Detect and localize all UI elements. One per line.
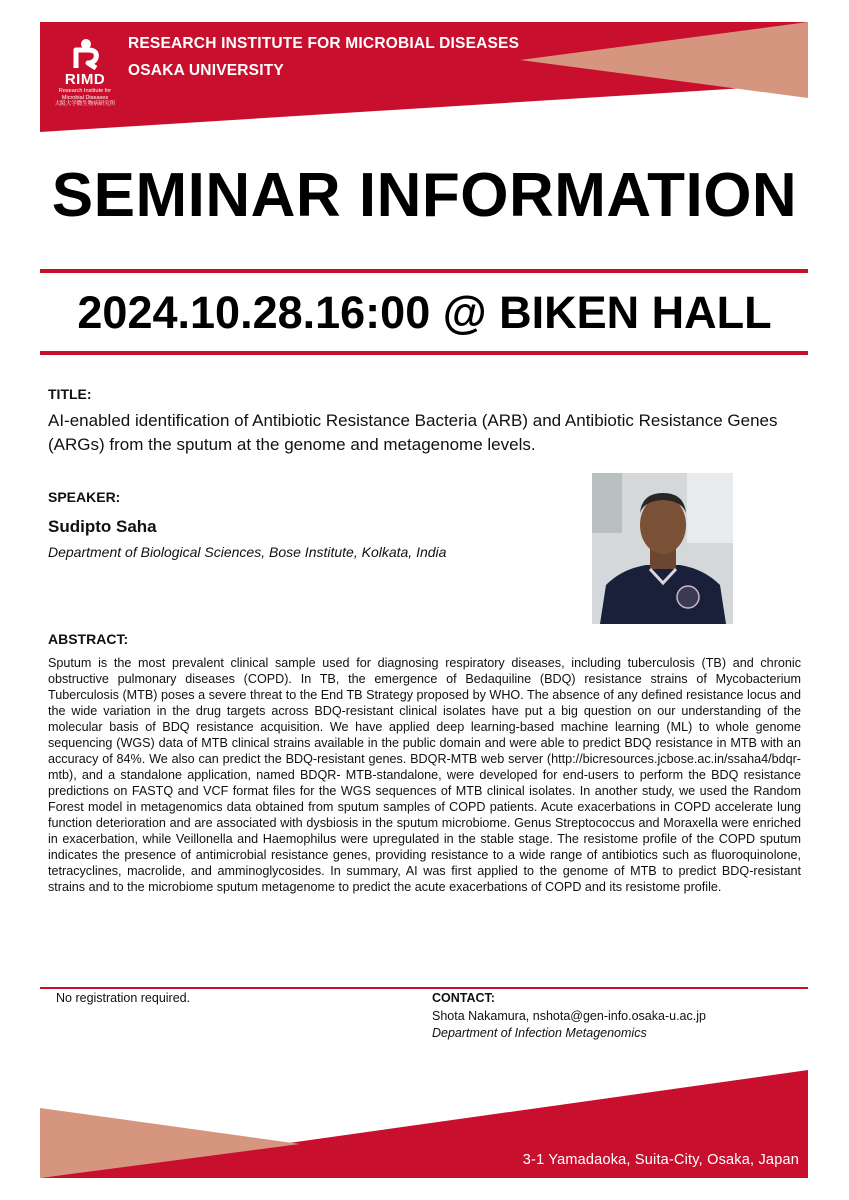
abstract-label: ABSTRACT: xyxy=(48,631,129,647)
speaker-name: Sudipto Saha xyxy=(48,517,157,536)
speaker-photo xyxy=(592,473,733,624)
rimd-logo xyxy=(52,36,118,124)
speaker-affiliation: Department of Biological Sciences, Bose Institute, Kolkata, India xyxy=(48,544,447,560)
divider xyxy=(40,269,808,273)
contact-label: CONTACT: xyxy=(432,991,495,1005)
logo-wordmark: RIMD xyxy=(64,71,106,88)
divider xyxy=(40,351,808,355)
contact-department: Department of Infection Metagenomics xyxy=(432,1026,647,1040)
university-name: OSAKA UNIVERSITY xyxy=(128,62,284,79)
seminar-title: AI-enabled identification of Antibiotic Resistance Bacteria (ARB) and Antibiotic Resistance Genes (ARGs) from the sputum at the genome and metagenome levels. xyxy=(48,411,778,454)
date-time-venue: 2024.10.28.16:00 @ BIKEN HALL xyxy=(77,287,772,338)
institute-name: RESEARCH INSTITUTE FOR MICROBIAL DISEASES xyxy=(128,35,520,52)
logo-subtitle-line: 大阪大学微生物病研究所 xyxy=(54,101,116,107)
address: 3-1 Yamadaoka, Suita-City, Osaka, Japan xyxy=(522,1152,799,1168)
page-title: SEMINAR INFORMATION xyxy=(51,161,798,230)
divider xyxy=(40,987,808,989)
footer-banner xyxy=(0,1060,849,1200)
rimd-logo-mark-icon xyxy=(68,36,102,70)
logo-subtitle-line: Microbial Diseases xyxy=(61,94,109,101)
registration-note: No registration required. xyxy=(56,991,191,1005)
abstract-text: Sputum is the most prevalent clinical sample used for diagnosing respiratory diseases, including tuberculosis (TB) and chronic obstructive pulmonary diseases (COPD). In TB, the emergence of Bedaquiline (BDQ) resistance strains of Mycobacterium Tuberculosis (MTB) poses a severe threat to the End TB Strategy proposed by WHO. The absence of any defined resistance locus and the wide variation in the drug targets across BDQ-resistant clinical isolates have put a big question on our understanding of the molecular basis of BDQ resistance acquisition. We have applied deep learning-based machine learning (ML) to whole genome sequencing (WGS) data of MTB clinical strains available in the public domain and were able to predict BDQ resistance in MTB with an accuracy of 84%. We also can predict the BDQ-resistant genes. BDQR-MTB web server (http://bicresources.jcbose.ac.in/ssaha4/bdqr-mtb), and a standalone application, named BDQR- MTB-standalone, were developed for end-users to perform the BDQ resistance predictions on FASTQ and VCF format files for the WGS sequences of MTB clinical isolates. In another study, we used the Random Forest model in metagenomics data obtained from sputum samples of COPD patients. Acute exacerbations in COPD accelerate lung function deterioration and are associated with dysbiosis in the sputum microbiome. Genus Streptococcus and Moraxella were enriched in exacerbation, while Veillonella and Haemophilus were upregulated in the stable stage. The resistome profile of the COPD sputum indicates the presence of antimicrobial resistance genes, providing resistance to a wide range of antibiotics such as fluoroquinolone, tetracyclines, macrolide, and amminoglycosides. In summary, AI was first applied to the genome of MTB to predict BDQ-resistant strains and to the microbiome sputum metagenome to predict the acute exacerbations of COPD and its resistome profile. xyxy=(48,656,801,894)
contact-person: Shota Nakamura, nshota@gen-info.osaka-u.ac.jp xyxy=(432,1009,706,1023)
speaker-label: SPEAKER: xyxy=(48,489,121,505)
title-label: TITLE: xyxy=(48,386,92,402)
logo-subtitle-line: Research Institute for xyxy=(58,88,112,94)
